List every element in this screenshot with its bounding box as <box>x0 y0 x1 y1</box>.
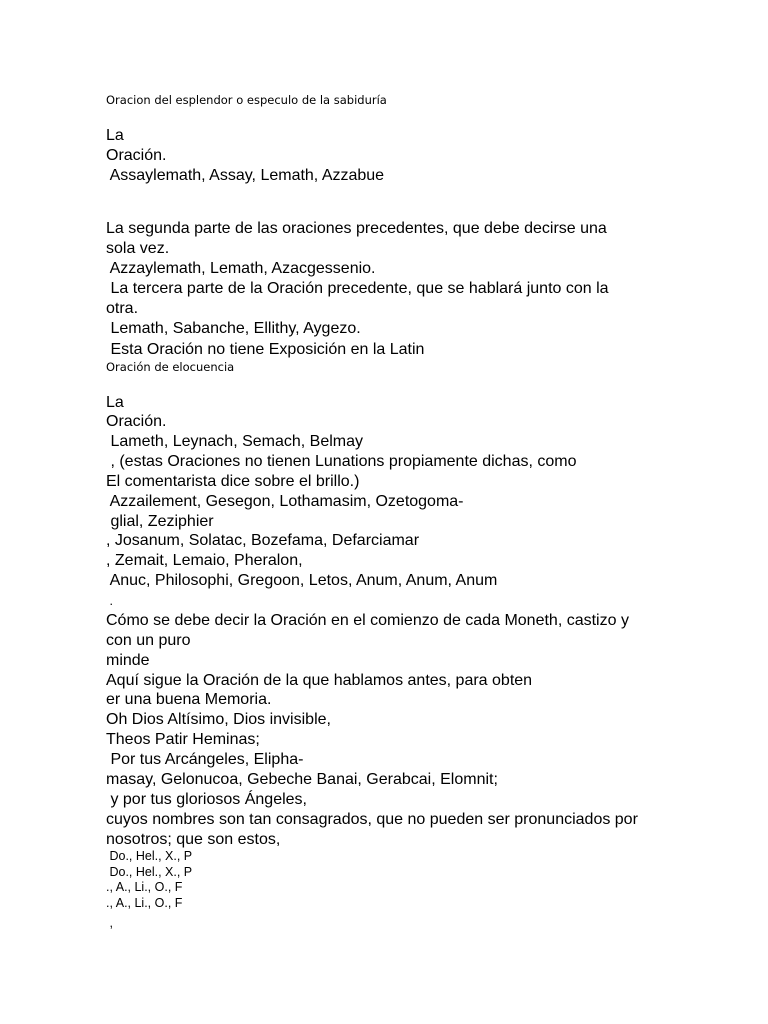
text-line: nosotros; que son estos, <box>106 831 281 848</box>
text-line: Por tus Arcángeles, Elipha- <box>106 751 304 768</box>
text-line: . <box>106 594 113 608</box>
text-line: minde <box>106 652 150 669</box>
text-line: La <box>106 127 124 144</box>
text-line: , <box>106 916 113 930</box>
text-line: Lameth, Leynach, Semach, Belmay <box>106 433 364 450</box>
text-line: masay, Gelonucoa, Gebeche Banai, Gerabcai, Elomnit; <box>106 771 498 788</box>
text-line: La segunda parte de las oraciones precedentes, que debe decirse una <box>106 220 607 237</box>
text-line: Assaylemath, Assay, Lemath, Azzabue <box>106 167 385 184</box>
text-line: Do., Hel., X., P <box>106 849 193 863</box>
text-line: cuyos nombres son tan consagrados, que no pueden ser pronunciados por <box>106 811 638 828</box>
text-line: ., A., Li., O., F <box>106 896 183 910</box>
text-line: , Josanum, Solatac, Bozefama, Defarciamar <box>106 532 420 549</box>
text-line: sola vez. <box>106 240 170 257</box>
text-line: Oh Dios Altísimo, Dios invisible, <box>106 711 331 728</box>
text-line: La tercera parte de la Oración precedente, que se hablará junto con la <box>106 280 609 297</box>
text-line: Anuc, Philosophi, Gregoon, Letos, Anum, Anum, Anum <box>106 572 498 589</box>
text-line: Azzaylemath, Lemath, Azacgessenio. <box>106 260 376 277</box>
text-line: glial, Zeziphier <box>106 513 214 530</box>
text-line: Oración. <box>106 147 167 164</box>
text-line: er una buena Memoria. <box>106 691 272 708</box>
doc-heading-esplendor: Oracion del esplendor o especulo de la sabiduría <box>106 93 387 107</box>
text-line: Lemath, Sabanche, Ellithy, Aygezo. <box>106 320 361 337</box>
text-line: Theos Patir Heminas; <box>106 731 260 748</box>
text-line: otra. <box>106 300 139 317</box>
text-line: Do., Hel., X., P <box>106 865 193 879</box>
text-line: Cómo se debe decir la Oración en el comienzo de cada Moneth, castizo y <box>106 612 629 629</box>
text-line: ., A., Li., O., F <box>106 880 183 894</box>
text-line: , Zemait, Lemaio, Pheralon, <box>106 552 303 569</box>
text-line: con un puro <box>106 632 191 649</box>
text-line: El comentarista dice sobre el brillo.) <box>106 473 360 490</box>
text-line: Oración. <box>106 413 167 430</box>
doc-heading-elocuencia: Oración de elocuencia <box>106 360 235 374</box>
text-line: Azzailement, Gesegon, Lothamasim, Ozetogoma- <box>106 493 464 510</box>
text-line: y por tus gloriosos Ángeles, <box>106 791 307 808</box>
text-line: , (estas Oraciones no tienen Lunations propiamente dichas, como <box>106 453 577 470</box>
text-line: La <box>106 394 124 411</box>
text-line: Esta Oración no tiene Exposición en la Latin <box>106 341 425 358</box>
text-line: Aquí sigue la Oración de la que hablamos antes, para obten <box>106 672 533 689</box>
